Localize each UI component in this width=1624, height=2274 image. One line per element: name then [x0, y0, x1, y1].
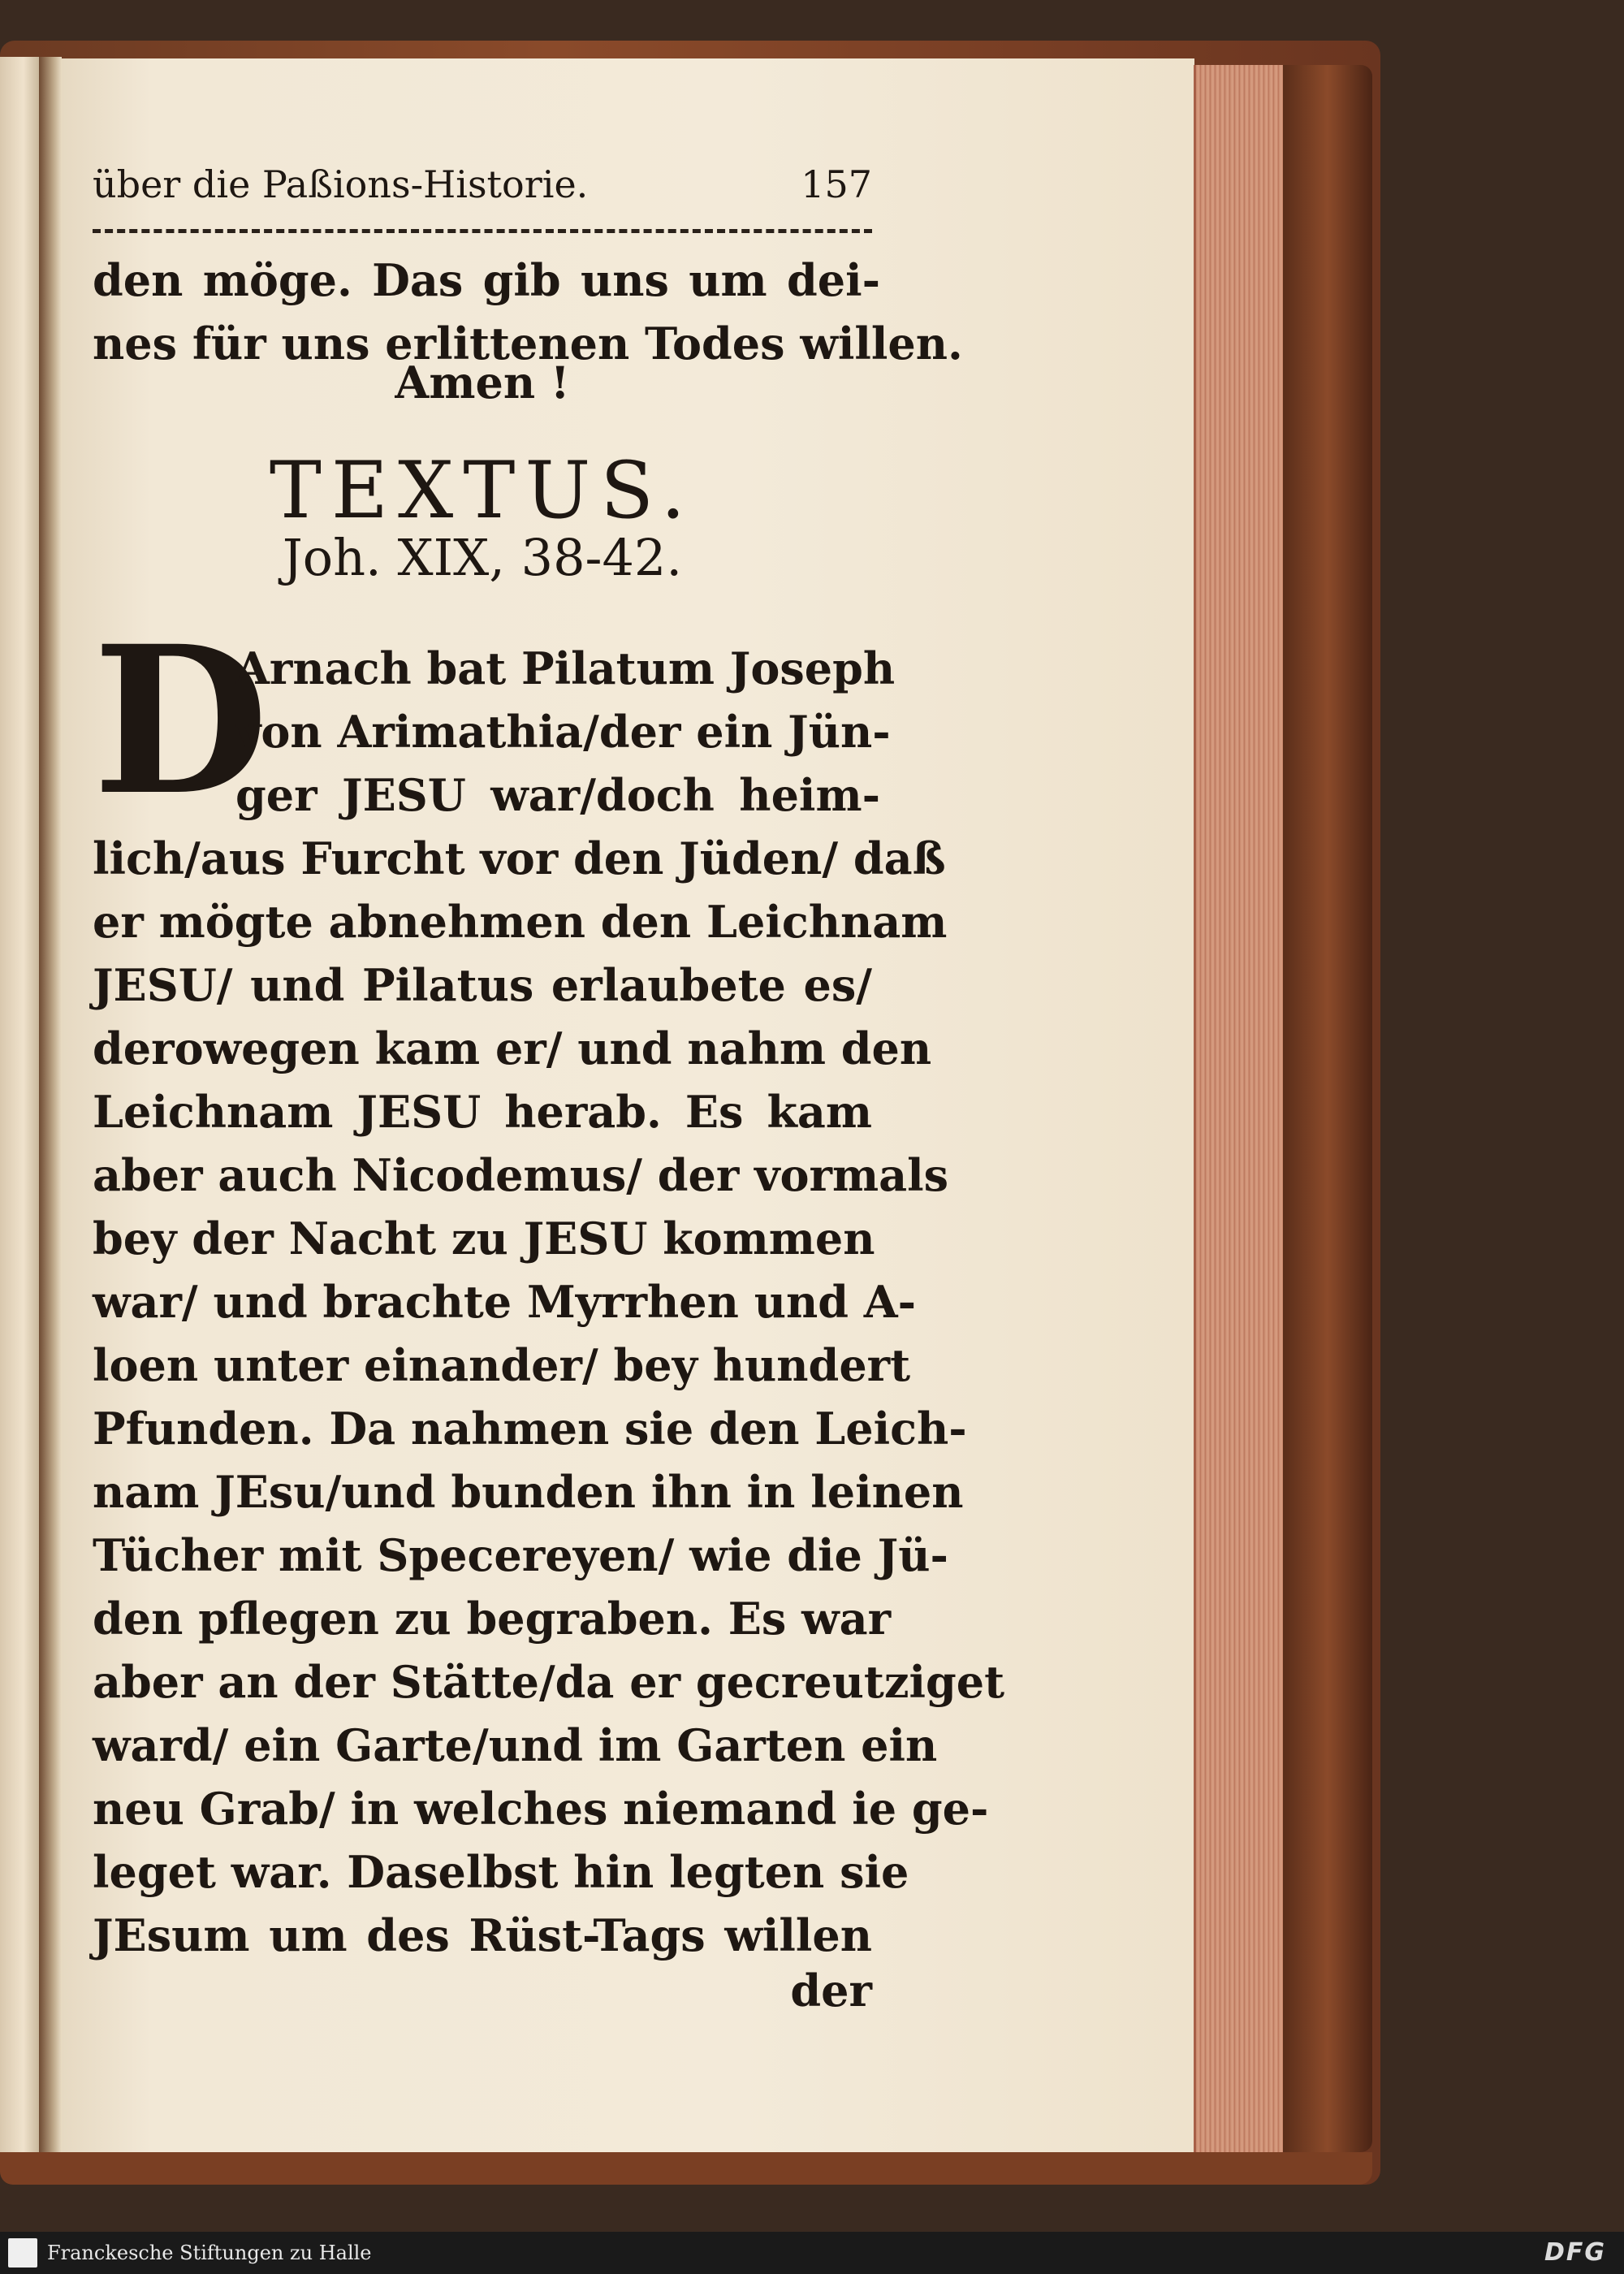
dfg-logo: DFG [1544, 2238, 1606, 2267]
text-line: ward/ ein Garte/und im Garten ein [93, 1719, 938, 1771]
drop-cap: D [93, 601, 269, 840]
running-head [93, 162, 872, 206]
text-line: nam JEsu/und bunden ihn in leinen [93, 1466, 964, 1518]
text-line-amen: Amen ! [395, 357, 570, 409]
institution-name: Franckesche Stiftungen zu Halle [47, 2242, 372, 2264]
book-gutter [39, 57, 62, 2160]
text-line: aber an der Stätte/da er gecreutziget [93, 1656, 1005, 1708]
text-line: neu Grab/ in welches niemand ie ge- [93, 1783, 989, 1835]
section-heading: TEXTUS. [269, 445, 696, 536]
text-line: bey der Nacht zu JESU kommen [93, 1213, 875, 1265]
text-line: nes für uns erlittenen Todes willen. [93, 318, 963, 370]
catchword: der [790, 1965, 872, 2017]
text-line: Leichnam JESU herab. Es kam [93, 1086, 872, 1138]
text-line: JESU/ und Pilatus erlaubete es/ [93, 959, 872, 1011]
text-line: loen unter einander/ bey hundert [93, 1339, 911, 1391]
text-line: leget war. Daselbst hin legten sie [93, 1846, 909, 1898]
cover-bottom [0, 2152, 1372, 2185]
text-line: derowegen kam er/ und nahm den [93, 1022, 932, 1074]
text-line: war/ und brachte Myrrhen und A- [93, 1276, 917, 1328]
running-head-title: über die Paßions-Historie. [93, 162, 589, 206]
scripture-reference: Joh. XIX, 38-42. [282, 528, 683, 587]
page-number: 157 [801, 162, 872, 206]
footer-bar [0, 2232, 1624, 2274]
text-line: JEsum um des Rüst-Tags willen [93, 1909, 872, 1961]
text-line: den pflegen zu begraben. Es war [93, 1593, 892, 1645]
head-rule [93, 229, 872, 233]
text-line: von Arimathia/der ein Jün- [235, 706, 891, 758]
institution-logo-icon [8, 2238, 37, 2268]
text-line: er mögte abnehmen den Leichnam [93, 896, 948, 948]
text-line: ger JESU war/doch heim- [235, 769, 880, 821]
text-line: Tücher mit Specereyen/ wie die Jü- [93, 1529, 948, 1581]
cover-edge [1283, 65, 1372, 2152]
text-line: lich/aus Furcht vor den Jüden/ daß [93, 832, 946, 884]
left-page-edge [0, 57, 39, 2160]
text-line: den möge. Das gib uns um dei- [93, 254, 880, 306]
page-edges [1194, 65, 1285, 2152]
text-line: Pfunden. Da nahmen sie den Leich- [93, 1403, 967, 1455]
text-line: Arnach bat Pilatum Joseph [235, 642, 896, 694]
text-line: aber auch Nicodemus/ der vormals [93, 1149, 949, 1201]
